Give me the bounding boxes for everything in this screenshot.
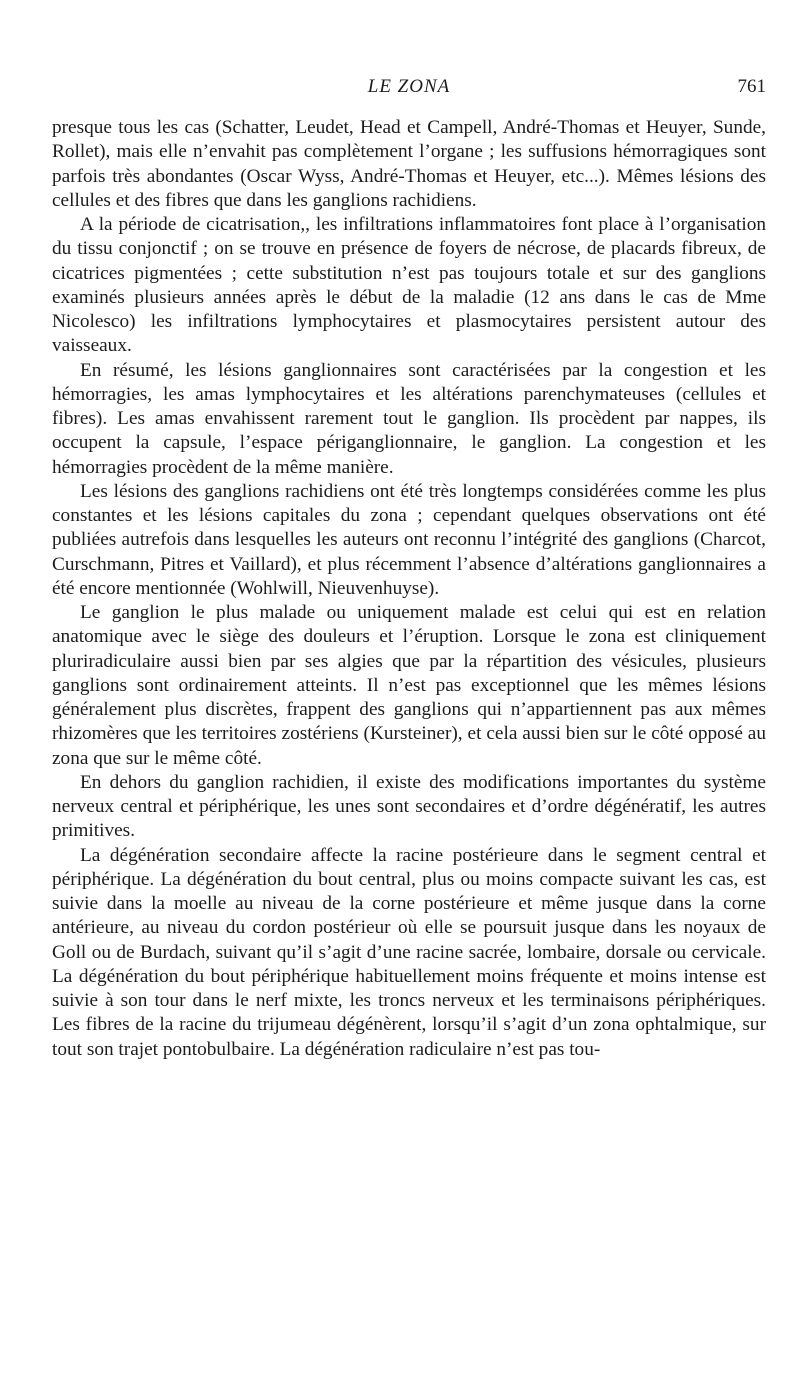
page-number: 761 [737, 76, 766, 97]
body-text [52, 116, 766, 1062]
paragraph: La dégénération secondaire affecte la racine postérieure dans le segment central et périphérique. La dégénération du bout central, plus ou moins compacte suivant les cas, est suivie dans la moelle au niveau de la corne postérieure et même jusque dans la corne antérieure, au niveau du cordon postérieur où elle se poursuit jusque dans les noyaux de Goll ou de Burdach, suivant qu’il s’agit d’une racine sacrée, lombaire, dorsale ou cervicale. La dégénération du bout périphérique habituellement moins fréquente et moins intense est suivie à son tour dans le nerf mixte, les troncs nerveux et les terminaisons périphériques. Les fibres de la racine du trijumeau dégénèrent, lorsqu’il s’agit d’un zona ophtalmique, sur tout son trajet pontobulbaire. La dégénération radiculaire n’est pas tou- [52, 844, 766, 1060]
book-page [52, 72, 766, 1372]
paragraph: En dehors du ganglion rachidien, il existe des modifications importantes du système nerveux central et périphérique, les unes sont secondaires et d’ordre dégénératif, les autres primitives. [52, 771, 766, 842]
paragraph: presque tous les cas (Schatter, Leudet, Head et Campell, André-Thomas et Heuyer, Sunde, Rollet), mais elle n’envahit pas complètement l’organe ; les suffusions hémorragiques sont parfois très abondantes (Oscar Wyss, André-Thomas et Heuyer, etc...). Mêmes lésions des cellules et des fibres que dans les ganglions rachidiens. [52, 117, 766, 211]
paragraph: Les lésions des ganglions rachidiens ont été très longtemps considérées comme les plus constantes et les lésions capitales du zona ; cependant quelques observations ont été publiées autrefois dans lesquelles les auteurs ont reconnu l’intégrité des ganglions (Charcot, Curschmann, Pitres et Vaillard), et plus récemment l’absence d’altérations ganglionnaires a été encore mentionnée (Wohlwill, Nieuvenhuyse). [52, 480, 766, 599]
paragraph: A la période de cicatrisation,, les infiltrations inflammatoires font place à l’organisation du tissu conjonctif ; on se trouve en présence de foyers de nécrose, de placards fibreux, de cicatrices pigmentées ; cette substitution n’est pas toujours totale et sur des ganglions examinés plusieurs années après le début de la maladie (12 ans dans le cas de Mme Nicolesco) les infiltrations lymphocytaires et plasmocytaires persistent autour des vaisseaux. [52, 214, 766, 357]
paragraph: Le ganglion le plus malade ou uniquement malade est celui qui est en relation anatomique avec le siège des douleurs et l’éruption. Lorsque le zona est cliniquement pluriradiculaire aussi bien par ses algies que par la répartition des vésicules, plusieurs ganglions sont ordinairement atteints. Il n’est pas exceptionnel que les mêmes lésions généralement plus discrètes, frappent des ganglions qui n’appartiennent pas aux mêmes rhizomères que les territoires zostériens (Kursteiner), et cela aussi bien sur le côté opposé au zona que sur le même côté. [52, 602, 766, 769]
running-title: LE ZONA [367, 76, 451, 97]
paragraph: En résumé, les lésions ganglionnaires sont caractérisées par la congestion et les hémorragies, les amas lymphocytaires et les altérations parenchymateuses (cellules et fibres). Les amas envahissent rarement tout le ganglion. Ils procèdent par nappes, ils occupent la capsule, l’espace périganglionnaire, le ganglion. La congestion et les hémorragies procèdent de la même manière. [52, 359, 766, 478]
page-header [52, 72, 766, 102]
